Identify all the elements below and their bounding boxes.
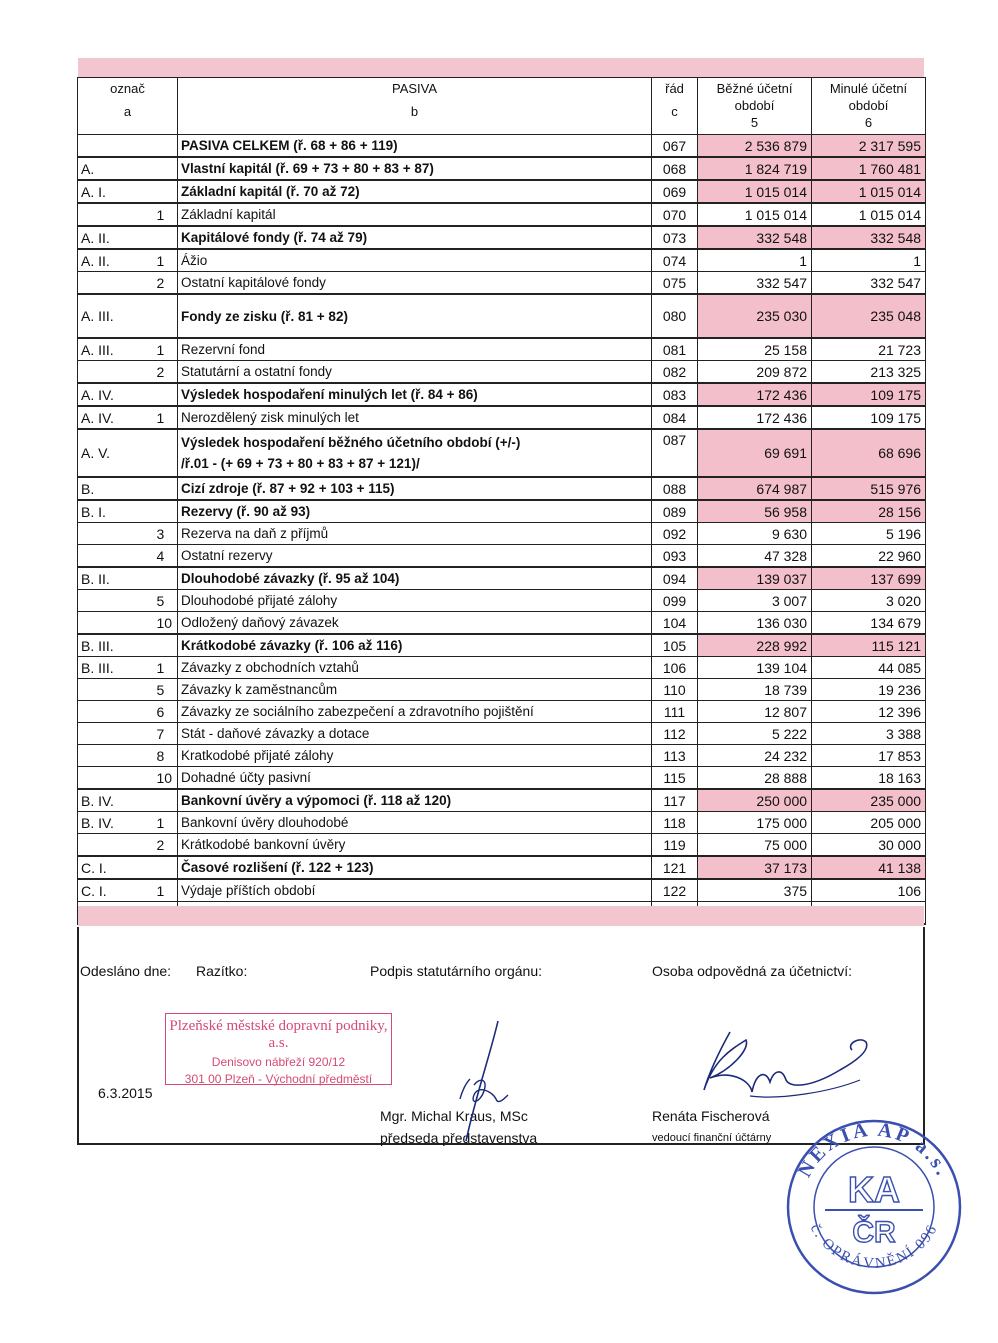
row-subnumber: 3 (154, 523, 178, 545)
header-col-c-letter: c (671, 104, 678, 119)
row-current-period: 3 007 (698, 590, 812, 612)
row-marking: A. II. (78, 249, 154, 272)
row-description: Výsledek hospodaření minulých let (ř. 84 + 86) (178, 383, 652, 406)
table-row (78, 226, 926, 249)
row-code: 112 (652, 723, 698, 745)
table-row (78, 834, 926, 857)
row-code: 115 (652, 767, 698, 790)
row-current-period: 2 536 879 (698, 135, 812, 158)
row-current-period: 674 987 (698, 477, 812, 500)
row-code: 094 (652, 567, 698, 590)
table-row (78, 157, 926, 180)
header-col-a-title: označ (110, 81, 145, 96)
row-previous-period: 1 015 014 (812, 203, 926, 226)
row-current-period: 1 824 719 (698, 157, 812, 180)
row-marking (78, 834, 154, 857)
row-code: 080 (652, 294, 698, 338)
row-code: 113 (652, 745, 698, 767)
company-stamp-line3: 301 00 Plzeň - Východní předměstí (184, 1072, 373, 1086)
row-subnumber (154, 226, 178, 249)
row-current-period: 1 (698, 249, 812, 272)
row-previous-period: 235 048 (812, 294, 926, 338)
row-subnumber: 10 (154, 767, 178, 790)
row-code: 073 (652, 226, 698, 249)
sent-date: 6.3.2015 (98, 1085, 153, 1101)
row-current-period: 37 173 (698, 856, 812, 879)
row-current-period: 228 992 (698, 634, 812, 657)
table-row (78, 338, 926, 361)
row-code: 084 (652, 406, 698, 429)
row-code: 104 (652, 612, 698, 635)
row-current-period: 332 548 (698, 226, 812, 249)
row-marking (78, 701, 154, 723)
row-current-period: 235 030 (698, 294, 812, 338)
company-stamp (165, 1013, 392, 1085)
row-code: 082 (652, 361, 698, 384)
row-code: 069 (652, 180, 698, 203)
row-current-period: 24 232 (698, 745, 812, 767)
signer2-role: vedoucí finanční účtárny (652, 1132, 772, 1144)
row-current-period: 375 (698, 879, 812, 902)
row-previous-period: 12 396 (812, 701, 926, 723)
table-row (78, 879, 926, 902)
row-previous-period: 41 138 (812, 856, 926, 879)
row-previous-period: 1 015 014 (812, 180, 926, 203)
row-previous-period: 134 679 (812, 612, 926, 635)
signer1-role: předseda představenstva (380, 1130, 538, 1146)
row-marking (78, 203, 154, 226)
header-previous-line1: Minulé účetní (829, 81, 908, 96)
row-code: 070 (652, 203, 698, 226)
row-subnumber: 1 (154, 203, 178, 226)
row-description: Časové rozlišení (ř. 122 + 123) (178, 856, 652, 879)
table-row (78, 361, 926, 384)
table-row (78, 745, 926, 767)
header-previous-line2: období (848, 98, 889, 113)
row-previous-period: 115 121 (812, 634, 926, 657)
table-row (78, 294, 926, 338)
row-description: Kratkodobé přijaté zálohy (178, 745, 652, 767)
row-code: 092 (652, 523, 698, 545)
row-subnumber (154, 567, 178, 590)
row-description: Nerozdělený zisk minulých let (178, 406, 652, 429)
row-subnumber (154, 157, 178, 180)
auditor-stamp-top-text: NEXIA AP a.s. (793, 1118, 955, 1182)
row-description: Rezervní fond (178, 338, 652, 361)
row-subnumber: 5 (154, 590, 178, 612)
sent-date-label: Odesláno dne: (80, 963, 172, 979)
row-current-period: 5 222 (698, 723, 812, 745)
header-current-line3: 5 (750, 115, 759, 130)
row-description: Odložený daňový závazek (178, 612, 652, 635)
row-marking (78, 767, 154, 790)
row-marking: A. IV. (78, 383, 154, 406)
table-row (78, 135, 926, 158)
row-code: 121 (652, 856, 698, 879)
row-description: Dlouhodobé závazky (ř. 95 až 104) (178, 567, 652, 590)
signer2-name: Renáta Fischerová (652, 1108, 770, 1124)
header-previous-line3: 6 (864, 115, 873, 130)
statutory-signature-label: Podpis statutárního orgánu: (370, 963, 543, 979)
row-description-line1: Výsledek hospodaření běžného účetního období (+/-) (181, 435, 521, 450)
row-subnumber (154, 634, 178, 657)
row-marking (78, 135, 154, 158)
row-previous-period: 332 548 (812, 226, 926, 249)
table-row (78, 249, 926, 272)
table-row (78, 812, 926, 834)
row-current-period: 172 436 (698, 383, 812, 406)
row-description: PASIVA CELKEM (ř. 68 + 86 + 119) (178, 135, 652, 158)
auditor-stamp-bottom-text: č. OPRÁVNĚNÍ 096 (806, 1221, 942, 1272)
row-current-period: 47 328 (698, 545, 812, 568)
row-current-period: 75 000 (698, 834, 812, 857)
table-row (78, 789, 926, 812)
table-row (78, 180, 926, 203)
row-marking: B. IV. (78, 812, 154, 834)
row-subnumber (154, 856, 178, 879)
table-row (78, 477, 926, 500)
row-marking: A. III. (78, 294, 154, 338)
auditor-stamp (785, 1118, 963, 1296)
row-description: Bankovní úvěry a výpomoci (ř. 118 až 120) (178, 789, 652, 812)
row-marking (78, 361, 154, 384)
row-current-period: 139 037 (698, 567, 812, 590)
row-previous-period: 30 000 (812, 834, 926, 857)
row-subnumber: 2 (154, 272, 178, 295)
row-code: 099 (652, 590, 698, 612)
row-code: 083 (652, 383, 698, 406)
table-row (78, 701, 926, 723)
header-current-line1: Běžné účetní (716, 81, 793, 96)
row-current-period: 209 872 (698, 361, 812, 384)
row-description: Stát - daňové závazky a dotace (178, 723, 652, 745)
table-row (78, 567, 926, 590)
auditor-stamp-center-top: KA (848, 1169, 900, 1210)
row-marking (78, 745, 154, 767)
row-subnumber: 1 (154, 406, 178, 429)
header-col-c (652, 78, 698, 135)
top-pink-band (78, 58, 924, 78)
table-row (78, 612, 926, 635)
row-previous-period: 109 175 (812, 406, 926, 429)
table-row (78, 523, 926, 545)
stamp-label: Razítko: (196, 963, 248, 979)
row-description: Fondy ze zisku (ř. 81 + 82) (178, 294, 652, 338)
row-description: Bankovní úvěry dlouhodobé (178, 812, 652, 834)
row-subnumber (154, 383, 178, 406)
header-col-a-letter: a (123, 104, 132, 119)
table-header-row (78, 78, 926, 135)
table-row (78, 657, 926, 679)
row-previous-period: 205 000 (812, 812, 926, 834)
row-description: Základní kapitál (ř. 70 až 72) (178, 180, 652, 203)
row-previous-period: 28 156 (812, 500, 926, 523)
row-description: Dlouhodobé přijaté zálohy (178, 590, 652, 612)
row-previous-period: 235 000 (812, 789, 926, 812)
row-marking: B. II. (78, 567, 154, 590)
row-current-period: 1 015 014 (698, 203, 812, 226)
row-code: 105 (652, 634, 698, 657)
row-previous-period: 5 196 (812, 523, 926, 545)
row-description-line2: /ř.01 - (+ 69 + 73 + 80 + 83 + 87 + 121)/ (181, 456, 420, 471)
row-current-period: 69 691 (698, 429, 812, 477)
row-marking (78, 612, 154, 635)
row-current-period: 250 000 (698, 789, 812, 812)
row-subnumber: 1 (154, 812, 178, 834)
row-code: 074 (652, 249, 698, 272)
accounting-signature (690, 1020, 890, 1110)
row-marking: C. I. (78, 879, 154, 902)
row-description: Krátkodobé bankovní úvěry (178, 834, 652, 857)
company-stamp-line2: Denisovo nábřeží 920/12 (211, 1055, 346, 1069)
row-marking: C. I. (78, 856, 154, 879)
row-current-period: 56 958 (698, 500, 812, 523)
row-description: Závazky k zaměstnancům (178, 679, 652, 701)
row-code: 075 (652, 272, 698, 295)
row-description: Ostatní rezervy (178, 545, 652, 568)
table-row (78, 545, 926, 568)
row-description (178, 429, 652, 477)
row-marking (78, 723, 154, 745)
row-subnumber: 5 (154, 679, 178, 701)
row-code: 111 (652, 701, 698, 723)
row-marking (78, 523, 154, 545)
row-code: 117 (652, 789, 698, 812)
row-previous-period: 22 960 (812, 545, 926, 568)
row-subnumber (154, 429, 178, 477)
row-description: Ostatní kapitálové fondy (178, 272, 652, 295)
row-subnumber (154, 294, 178, 338)
table-row (78, 767, 926, 790)
row-code: 119 (652, 834, 698, 857)
table-row (78, 500, 926, 523)
row-current-period: 139 104 (698, 657, 812, 679)
row-previous-period: 18 163 (812, 767, 926, 790)
row-marking: A. V. (78, 429, 154, 477)
header-col-b-title: PASIVA (391, 81, 438, 96)
row-description: Vlastní kapitál (ř. 69 + 73 + 80 + 83 + 87) (178, 157, 652, 180)
row-code: 118 (652, 812, 698, 834)
header-col-current (698, 78, 812, 135)
row-current-period: 136 030 (698, 612, 812, 635)
row-subnumber: 8 (154, 745, 178, 767)
balance-sheet-table (77, 77, 926, 925)
row-marking (78, 272, 154, 295)
row-subnumber: 4 (154, 545, 178, 568)
row-subnumber: 1 (154, 249, 178, 272)
row-current-period: 175 000 (698, 812, 812, 834)
row-code: 068 (652, 157, 698, 180)
row-subnumber: 10 (154, 612, 178, 635)
row-previous-period: 17 853 (812, 745, 926, 767)
row-previous-period: 1 (812, 249, 926, 272)
bottom-pink-band (78, 906, 924, 926)
row-marking: A. IV. (78, 406, 154, 429)
row-subnumber: 1 (154, 879, 178, 902)
row-code: 122 (652, 879, 698, 902)
table-row (78, 723, 926, 745)
header-col-a (78, 78, 178, 135)
row-current-period: 172 436 (698, 406, 812, 429)
row-description: Krátkodobé závazky (ř. 106 až 116) (178, 634, 652, 657)
row-subnumber (154, 500, 178, 523)
row-current-period: 12 807 (698, 701, 812, 723)
accounting-person-label: Osoba odpovědná za účetnictví: (652, 963, 853, 979)
row-description: Statutární a ostatní fondy (178, 361, 652, 384)
row-previous-period: 2 317 595 (812, 135, 926, 158)
row-previous-period: 68 696 (812, 429, 926, 477)
row-code: 067 (652, 135, 698, 158)
table-row (78, 203, 926, 226)
table-row (78, 272, 926, 295)
row-description: Rezervy (ř. 90 až 93) (178, 500, 652, 523)
row-previous-period: 1 760 481 (812, 157, 926, 180)
row-previous-period: 44 085 (812, 657, 926, 679)
row-current-period: 9 630 (698, 523, 812, 545)
auditor-stamp-center-bottom: ČR (852, 1216, 896, 1249)
row-marking: B. (78, 477, 154, 500)
row-description: Rezerva na daň z příjmů (178, 523, 652, 545)
row-marking (78, 590, 154, 612)
row-marking (78, 545, 154, 568)
row-code: 110 (652, 679, 698, 701)
row-subnumber: 7 (154, 723, 178, 745)
header-col-c-title: řád (665, 81, 684, 96)
header-col-previous (812, 78, 926, 135)
row-marking: B. III. (78, 657, 154, 679)
row-description: Základní kapitál (178, 203, 652, 226)
row-marking: A. III. (78, 338, 154, 361)
row-description: Ážio (178, 249, 652, 272)
row-previous-period: 213 325 (812, 361, 926, 384)
row-subnumber (154, 477, 178, 500)
row-previous-period: 19 236 (812, 679, 926, 701)
row-current-period: 332 547 (698, 272, 812, 295)
row-description: Dohadné účty pasivní (178, 767, 652, 790)
row-previous-period: 332 547 (812, 272, 926, 295)
header-col-b-letter: b (410, 104, 419, 119)
row-code: 081 (652, 338, 698, 361)
row-marking: B. IV. (78, 789, 154, 812)
row-subnumber: 2 (154, 361, 178, 384)
row-code: 087 (652, 429, 698, 477)
row-current-period: 28 888 (698, 767, 812, 790)
row-description: Závazky z obchodních vztahů (178, 657, 652, 679)
row-description: Závazky ze sociálního zabezpečení a zdravotního pojištění (178, 701, 652, 723)
row-marking: B. I. (78, 500, 154, 523)
row-code: 089 (652, 500, 698, 523)
row-subnumber: 2 (154, 834, 178, 857)
row-previous-period: 515 976 (812, 477, 926, 500)
row-subnumber: 1 (154, 657, 178, 679)
row-subnumber: 1 (154, 338, 178, 361)
table-row (78, 634, 926, 657)
row-previous-period: 137 699 (812, 567, 926, 590)
row-description: Kapitálové fondy (ř. 74 až 79) (178, 226, 652, 249)
row-previous-period: 3 388 (812, 723, 926, 745)
row-marking: A. II. (78, 226, 154, 249)
row-subnumber: 6 (154, 701, 178, 723)
row-current-period: 18 739 (698, 679, 812, 701)
header-col-b (178, 78, 652, 135)
table-row (78, 856, 926, 879)
table-row (78, 429, 926, 477)
table-row (78, 590, 926, 612)
row-previous-period: 109 175 (812, 383, 926, 406)
row-description: Výdaje příštích období (178, 879, 652, 902)
statutory-signature (440, 1015, 550, 1145)
row-description: Cizí zdroje (ř. 87 + 92 + 103 + 115) (178, 477, 652, 500)
row-marking: B. III. (78, 634, 154, 657)
row-code: 093 (652, 545, 698, 568)
row-subnumber (154, 180, 178, 203)
row-previous-period: 3 020 (812, 590, 926, 612)
row-marking: A. (78, 157, 154, 180)
row-previous-period: 21 723 (812, 338, 926, 361)
company-stamp-line1: Plzeňské městské dopravní podniky, a.s. (169, 1018, 388, 1051)
row-marking: A. I. (78, 180, 154, 203)
table-row (78, 679, 926, 701)
row-code: 106 (652, 657, 698, 679)
row-current-period: 1 015 014 (698, 180, 812, 203)
row-subnumber (154, 135, 178, 158)
row-code: 088 (652, 477, 698, 500)
signer1-name: Mgr. Michal Kraus, MSc (380, 1108, 528, 1124)
row-subnumber (154, 789, 178, 812)
header-current-line2: období (734, 98, 775, 113)
row-previous-period: 106 (812, 879, 926, 902)
table-row (78, 383, 926, 406)
row-marking (78, 679, 154, 701)
table-row (78, 406, 926, 429)
row-current-period: 25 158 (698, 338, 812, 361)
